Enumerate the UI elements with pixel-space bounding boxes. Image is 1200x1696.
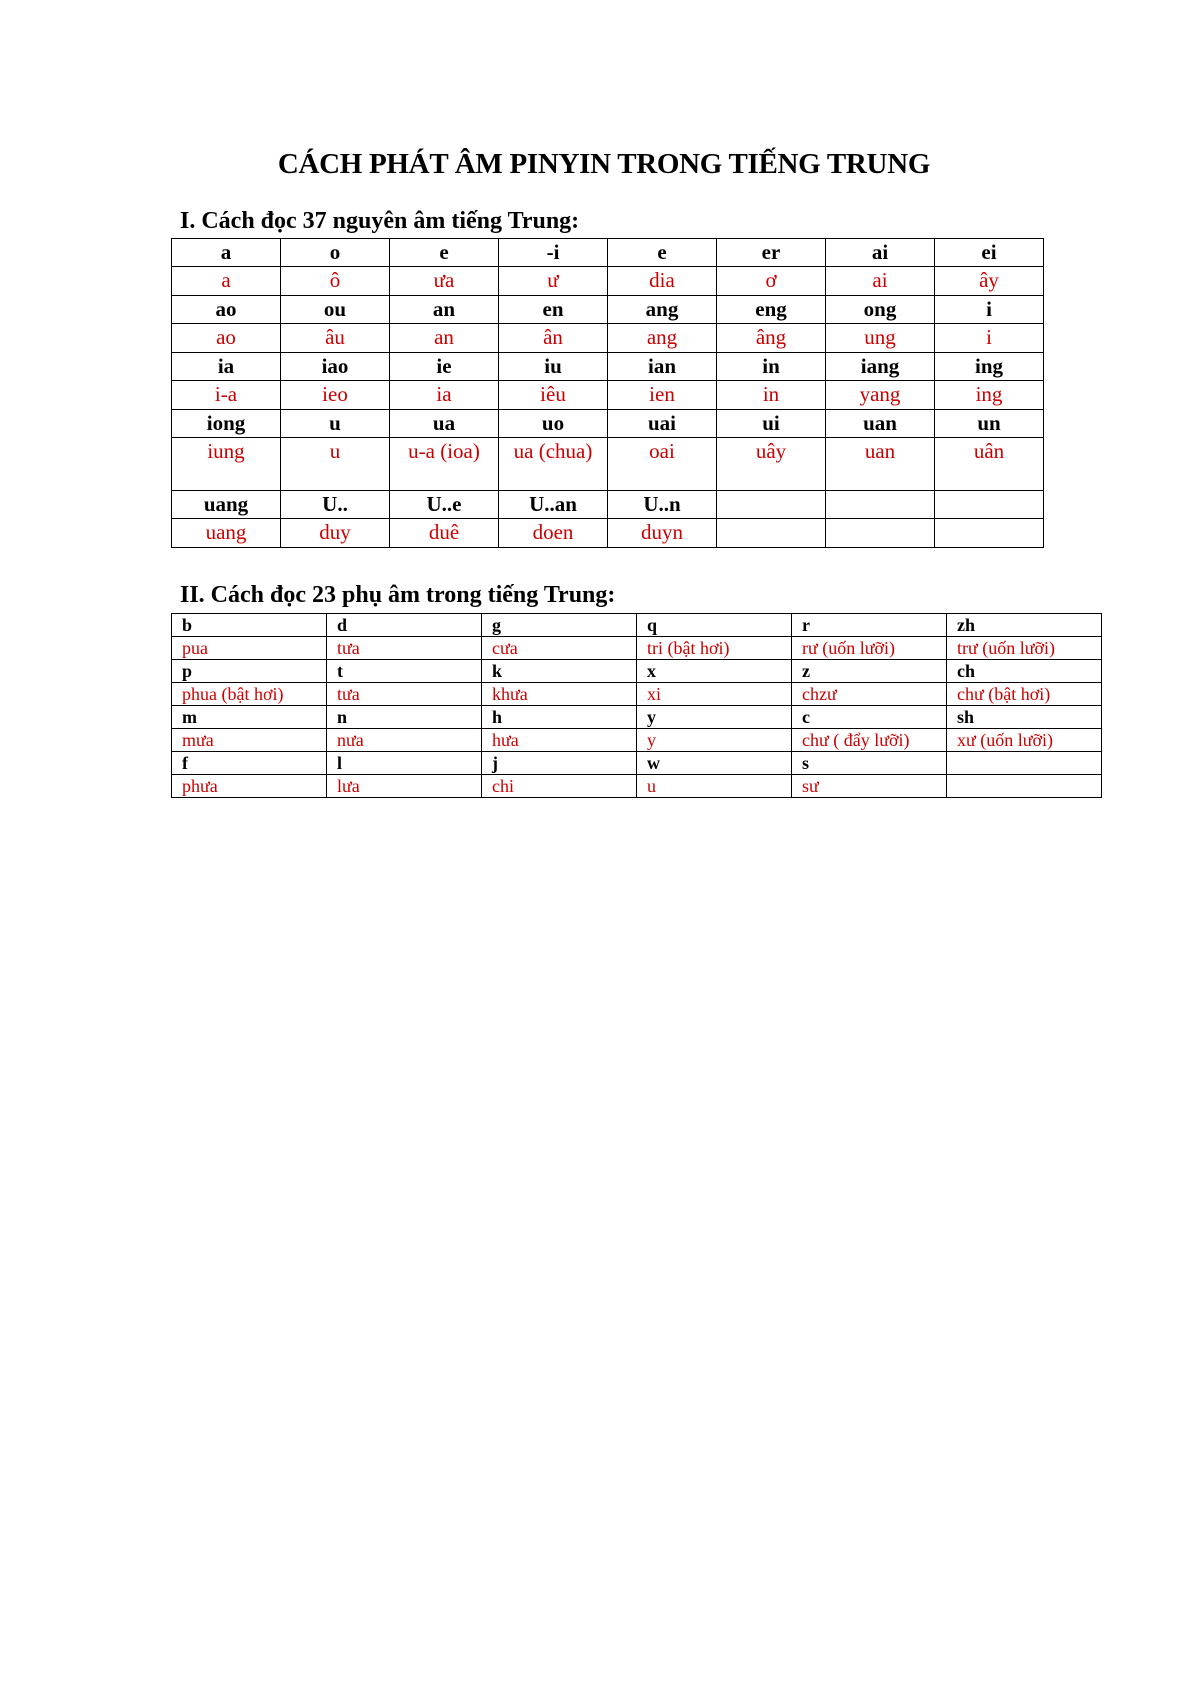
vowel-row: [172, 353, 1044, 381]
vowel-reading-cell: ưa: [390, 267, 499, 296]
consonant-pinyin-cell: z: [792, 660, 947, 683]
vowels-heading: I. Cách đọc 37 nguyên âm tiếng Trung:: [180, 208, 580, 234]
vowel-reading-cell: iung: [172, 438, 281, 491]
vowel-reading-cell: in: [717, 381, 826, 410]
consonant-pinyin-cell: p: [172, 660, 327, 683]
vowel-reading-cell: uân: [935, 438, 1044, 491]
consonant-reading-cell: sư: [792, 775, 947, 798]
vowel-pinyin-cell: ia: [172, 353, 281, 381]
vowel-pinyin-cell: uang: [172, 491, 281, 519]
vowel-reading-cell: duê: [390, 519, 499, 548]
consonant-pinyin-cell: r: [792, 614, 947, 637]
vowel-reading-cell: ia: [390, 381, 499, 410]
vowel-pinyin-cell: an: [390, 296, 499, 324]
vowel-pinyin-cell: u: [281, 410, 390, 438]
vowel-pinyin-cell: en: [499, 296, 608, 324]
vowel-pinyin-cell: e: [390, 239, 499, 267]
vowel-pinyin-cell: e: [608, 239, 717, 267]
vowel-reading-cell: doen: [499, 519, 608, 548]
vowel-reading-cell: ung: [826, 324, 935, 353]
vowel-pinyin-cell: ei: [935, 239, 1044, 267]
vowel-row: [172, 324, 1044, 353]
vowel-pinyin-cell: ai: [826, 239, 935, 267]
vowel-pinyin-cell: -i: [499, 239, 608, 267]
vowel-reading-cell: ieo: [281, 381, 390, 410]
vowel-pinyin-cell: o: [281, 239, 390, 267]
consonant-pinyin-cell: l: [327, 752, 482, 775]
consonant-reading-cell: tưa: [327, 683, 482, 706]
consonant-row: [172, 752, 1102, 775]
consonant-pinyin-cell: w: [637, 752, 792, 775]
consonant-reading-cell: trư (uốn lưỡi): [947, 637, 1102, 660]
vowel-pinyin-cell: un: [935, 410, 1044, 438]
consonant-reading-cell: phưa: [172, 775, 327, 798]
consonant-pinyin-cell: ch: [947, 660, 1102, 683]
consonant-pinyin-cell: j: [482, 752, 637, 775]
consonant-pinyin-cell: k: [482, 660, 637, 683]
consonant-reading-cell: phua (bật hơi): [172, 683, 327, 706]
vowel-pinyin-cell: in: [717, 353, 826, 381]
consonant-row: [172, 683, 1102, 706]
consonant-pinyin-cell: f: [172, 752, 327, 775]
vowel-row: [172, 267, 1044, 296]
vowel-pinyin-cell: iao: [281, 353, 390, 381]
vowel-reading-cell: [935, 519, 1044, 548]
vowel-reading-cell: duy: [281, 519, 390, 548]
consonant-reading-cell: u: [637, 775, 792, 798]
consonant-reading-cell: lưa: [327, 775, 482, 798]
consonant-reading-cell: chư ( đẩy lưỡi): [792, 729, 947, 752]
consonant-pinyin-cell: t: [327, 660, 482, 683]
vowel-pinyin-cell: iang: [826, 353, 935, 381]
vowel-pinyin-cell: [717, 491, 826, 519]
vowel-pinyin-cell: er: [717, 239, 826, 267]
consonant-reading-cell: pua: [172, 637, 327, 660]
vowel-reading-cell: [826, 519, 935, 548]
consonant-reading-cell: y: [637, 729, 792, 752]
consonant-reading-cell: nưa: [327, 729, 482, 752]
consonant-reading-cell: [947, 775, 1102, 798]
vowel-reading-cell: ing: [935, 381, 1044, 410]
vowel-reading-cell: oai: [608, 438, 717, 491]
vowel-pinyin-cell: ong: [826, 296, 935, 324]
vowel-reading-cell: a: [172, 267, 281, 296]
consonant-reading-cell: tưa: [327, 637, 482, 660]
vowel-pinyin-cell: iu: [499, 353, 608, 381]
vowel-reading-cell: u: [281, 438, 390, 491]
vowel-reading-cell: âu: [281, 324, 390, 353]
vowel-pinyin-cell: i: [935, 296, 1044, 324]
vowel-reading-cell: uang: [172, 519, 281, 548]
consonant-row: [172, 637, 1102, 660]
vowel-reading-cell: ua (chua): [499, 438, 608, 491]
vowel-reading-cell: i-a: [172, 381, 281, 410]
vowel-pinyin-cell: a: [172, 239, 281, 267]
consonant-pinyin-cell: h: [482, 706, 637, 729]
vowel-row: [172, 491, 1044, 519]
consonant-pinyin-cell: [947, 752, 1102, 775]
vowel-row: [172, 296, 1044, 324]
vowel-reading-cell: ai: [826, 267, 935, 296]
vowel-pinyin-cell: ua: [390, 410, 499, 438]
consonant-reading-cell: khưa: [482, 683, 637, 706]
vowel-reading-cell: yang: [826, 381, 935, 410]
vowel-pinyin-cell: ang: [608, 296, 717, 324]
vowel-pinyin-cell: ian: [608, 353, 717, 381]
vowel-pinyin-cell: uo: [499, 410, 608, 438]
vowel-reading-cell: an: [390, 324, 499, 353]
consonants-heading: II. Cách đọc 23 phụ âm trong tiếng Trung:: [180, 582, 616, 608]
consonant-pinyin-cell: s: [792, 752, 947, 775]
consonant-pinyin-cell: n: [327, 706, 482, 729]
vowel-reading-cell: ân: [499, 324, 608, 353]
consonant-row: [172, 614, 1102, 637]
vowel-reading-cell: dia: [608, 267, 717, 296]
consonant-reading-cell: mưa: [172, 729, 327, 752]
vowel-pinyin-cell: ie: [390, 353, 499, 381]
vowel-pinyin-cell: ao: [172, 296, 281, 324]
vowel-reading-cell: duyn: [608, 519, 717, 548]
consonant-pinyin-cell: zh: [947, 614, 1102, 637]
consonant-row: [172, 660, 1102, 683]
consonant-pinyin-cell: q: [637, 614, 792, 637]
vowel-reading-cell: [717, 519, 826, 548]
consonant-pinyin-cell: c: [792, 706, 947, 729]
vowel-pinyin-cell: U..n: [608, 491, 717, 519]
vowel-row: [172, 438, 1044, 491]
vowel-pinyin-cell: U..e: [390, 491, 499, 519]
vowel-reading-cell: iêu: [499, 381, 608, 410]
vowel-reading-cell: i: [935, 324, 1044, 353]
vowel-pinyin-cell: U..an: [499, 491, 608, 519]
page-title: CÁCH PHÁT ÂM PINYIN TRONG TIẾNG TRUNG: [277, 148, 931, 180]
vowel-row: [172, 239, 1044, 267]
vowel-pinyin-cell: eng: [717, 296, 826, 324]
vowel-pinyin-cell: ui: [717, 410, 826, 438]
consonant-reading-cell: cưa: [482, 637, 637, 660]
vowel-reading-cell: ien: [608, 381, 717, 410]
consonant-pinyin-cell: sh: [947, 706, 1102, 729]
vowel-reading-cell: ư: [499, 267, 608, 296]
consonant-reading-cell: tri (bật hơi): [637, 637, 792, 660]
consonant-pinyin-cell: g: [482, 614, 637, 637]
vowel-pinyin-cell: iong: [172, 410, 281, 438]
vowel-pinyin-cell: [935, 491, 1044, 519]
vowel-pinyin-cell: ou: [281, 296, 390, 324]
consonant-reading-cell: chi: [482, 775, 637, 798]
vowel-reading-cell: u-a (ioa): [390, 438, 499, 491]
vowel-row: [172, 410, 1044, 438]
vowel-row: [172, 519, 1044, 548]
vowel-reading-cell: âng: [717, 324, 826, 353]
consonant-pinyin-cell: y: [637, 706, 792, 729]
consonant-row: [172, 729, 1102, 752]
vowel-reading-cell: ơ: [717, 267, 826, 296]
vowel-pinyin-cell: uai: [608, 410, 717, 438]
vowel-reading-cell: ây: [935, 267, 1044, 296]
consonant-reading-cell: hưa: [482, 729, 637, 752]
vowel-reading-cell: ang: [608, 324, 717, 353]
vowel-pinyin-cell: U..: [281, 491, 390, 519]
consonant-pinyin-cell: m: [172, 706, 327, 729]
vowel-pinyin-cell: [826, 491, 935, 519]
consonant-pinyin-cell: x: [637, 660, 792, 683]
vowel-pinyin-cell: uan: [826, 410, 935, 438]
consonant-reading-cell: rư (uốn lưỡi): [792, 637, 947, 660]
consonant-reading-cell: chư (bật hơi): [947, 683, 1102, 706]
consonant-reading-cell: xư (uốn lưỡi): [947, 729, 1102, 752]
consonants-table: [171, 613, 1102, 798]
vowels-table: [171, 238, 1044, 548]
consonant-row: [172, 706, 1102, 729]
vowel-reading-cell: ao: [172, 324, 281, 353]
consonant-row: [172, 775, 1102, 798]
consonant-pinyin-cell: d: [327, 614, 482, 637]
vowel-row: [172, 381, 1044, 410]
consonant-reading-cell: xi: [637, 683, 792, 706]
vowel-reading-cell: uây: [717, 438, 826, 491]
consonant-reading-cell: chzư: [792, 683, 947, 706]
vowel-reading-cell: uan: [826, 438, 935, 491]
vowel-pinyin-cell: ing: [935, 353, 1044, 381]
vowel-reading-cell: ô: [281, 267, 390, 296]
consonant-pinyin-cell: b: [172, 614, 327, 637]
